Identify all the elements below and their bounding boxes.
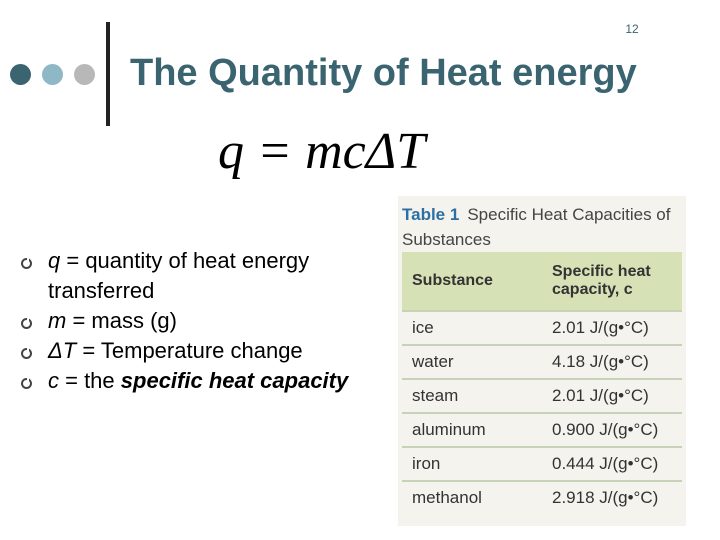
title-divider [106,22,110,126]
header-heat-capacity: Specific heat capacity, c [542,252,682,311]
bullet-text: = quantity of heat energy transferred [48,248,310,303]
cell-substance: methanol [402,481,542,514]
dot-3 [74,64,95,85]
table-row [402,311,682,345]
formula-text: q = mcΔT [218,123,426,180]
cell-substance: aluminum [402,413,542,447]
bullet-text: = Temperature change [76,338,303,363]
cell-substance: ice [402,311,542,345]
bullet-symbol: c [48,368,59,393]
bullet-text: = the [59,368,121,393]
bullet-item [18,246,368,306]
bullet-icon [21,348,32,359]
bullet-symbol: ΔT [48,338,77,363]
bullet-icon [21,318,32,329]
bullet-item [18,366,368,396]
table-row [402,447,682,481]
header-substance: Substance [402,252,542,311]
cell-substance: steam [402,379,542,413]
bullet-item [18,306,368,336]
table-row [402,413,682,447]
bullet-symbol: q [48,248,61,273]
cell-value: 0.900 J/(g•°C) [542,413,682,447]
bullet-icon [21,378,32,389]
decorative-dots [10,64,100,86]
slide-number: 12 [625,22,639,36]
specific-heat-table [398,196,686,526]
bullet-icon [21,258,32,269]
cell-value: 2.01 J/(g•°C) [542,379,682,413]
table-caption-block [402,202,686,252]
bullet-list [18,246,368,396]
cell-value: 0.444 J/(g•°C) [542,447,682,481]
bullet-item [18,336,368,366]
cell-substance: iron [402,447,542,481]
table-caption: Specific Heat Capacities of Substances [402,205,671,249]
bullet-text: = mass (g) [66,308,177,333]
cell-value: 2.01 J/(g•°C) [542,311,682,345]
slide-title: The Quantity of Heat energy [130,52,637,94]
cell-substance: water [402,345,542,379]
dot-2 [42,64,63,85]
table-label: Table 1 [402,205,460,224]
table-row [402,345,682,379]
cell-value: 4.18 J/(g•°C) [542,345,682,379]
bullet-symbol: m [48,308,67,333]
table-row [402,481,682,514]
dot-1 [10,64,31,85]
table-row [402,379,682,413]
table-header-row [402,252,682,311]
heat-formula [218,120,468,184]
data-table [402,252,682,514]
bullet-emphasis: specific heat capacity [120,368,349,393]
cell-value: 2.918 J/(g•°C) [542,481,682,514]
